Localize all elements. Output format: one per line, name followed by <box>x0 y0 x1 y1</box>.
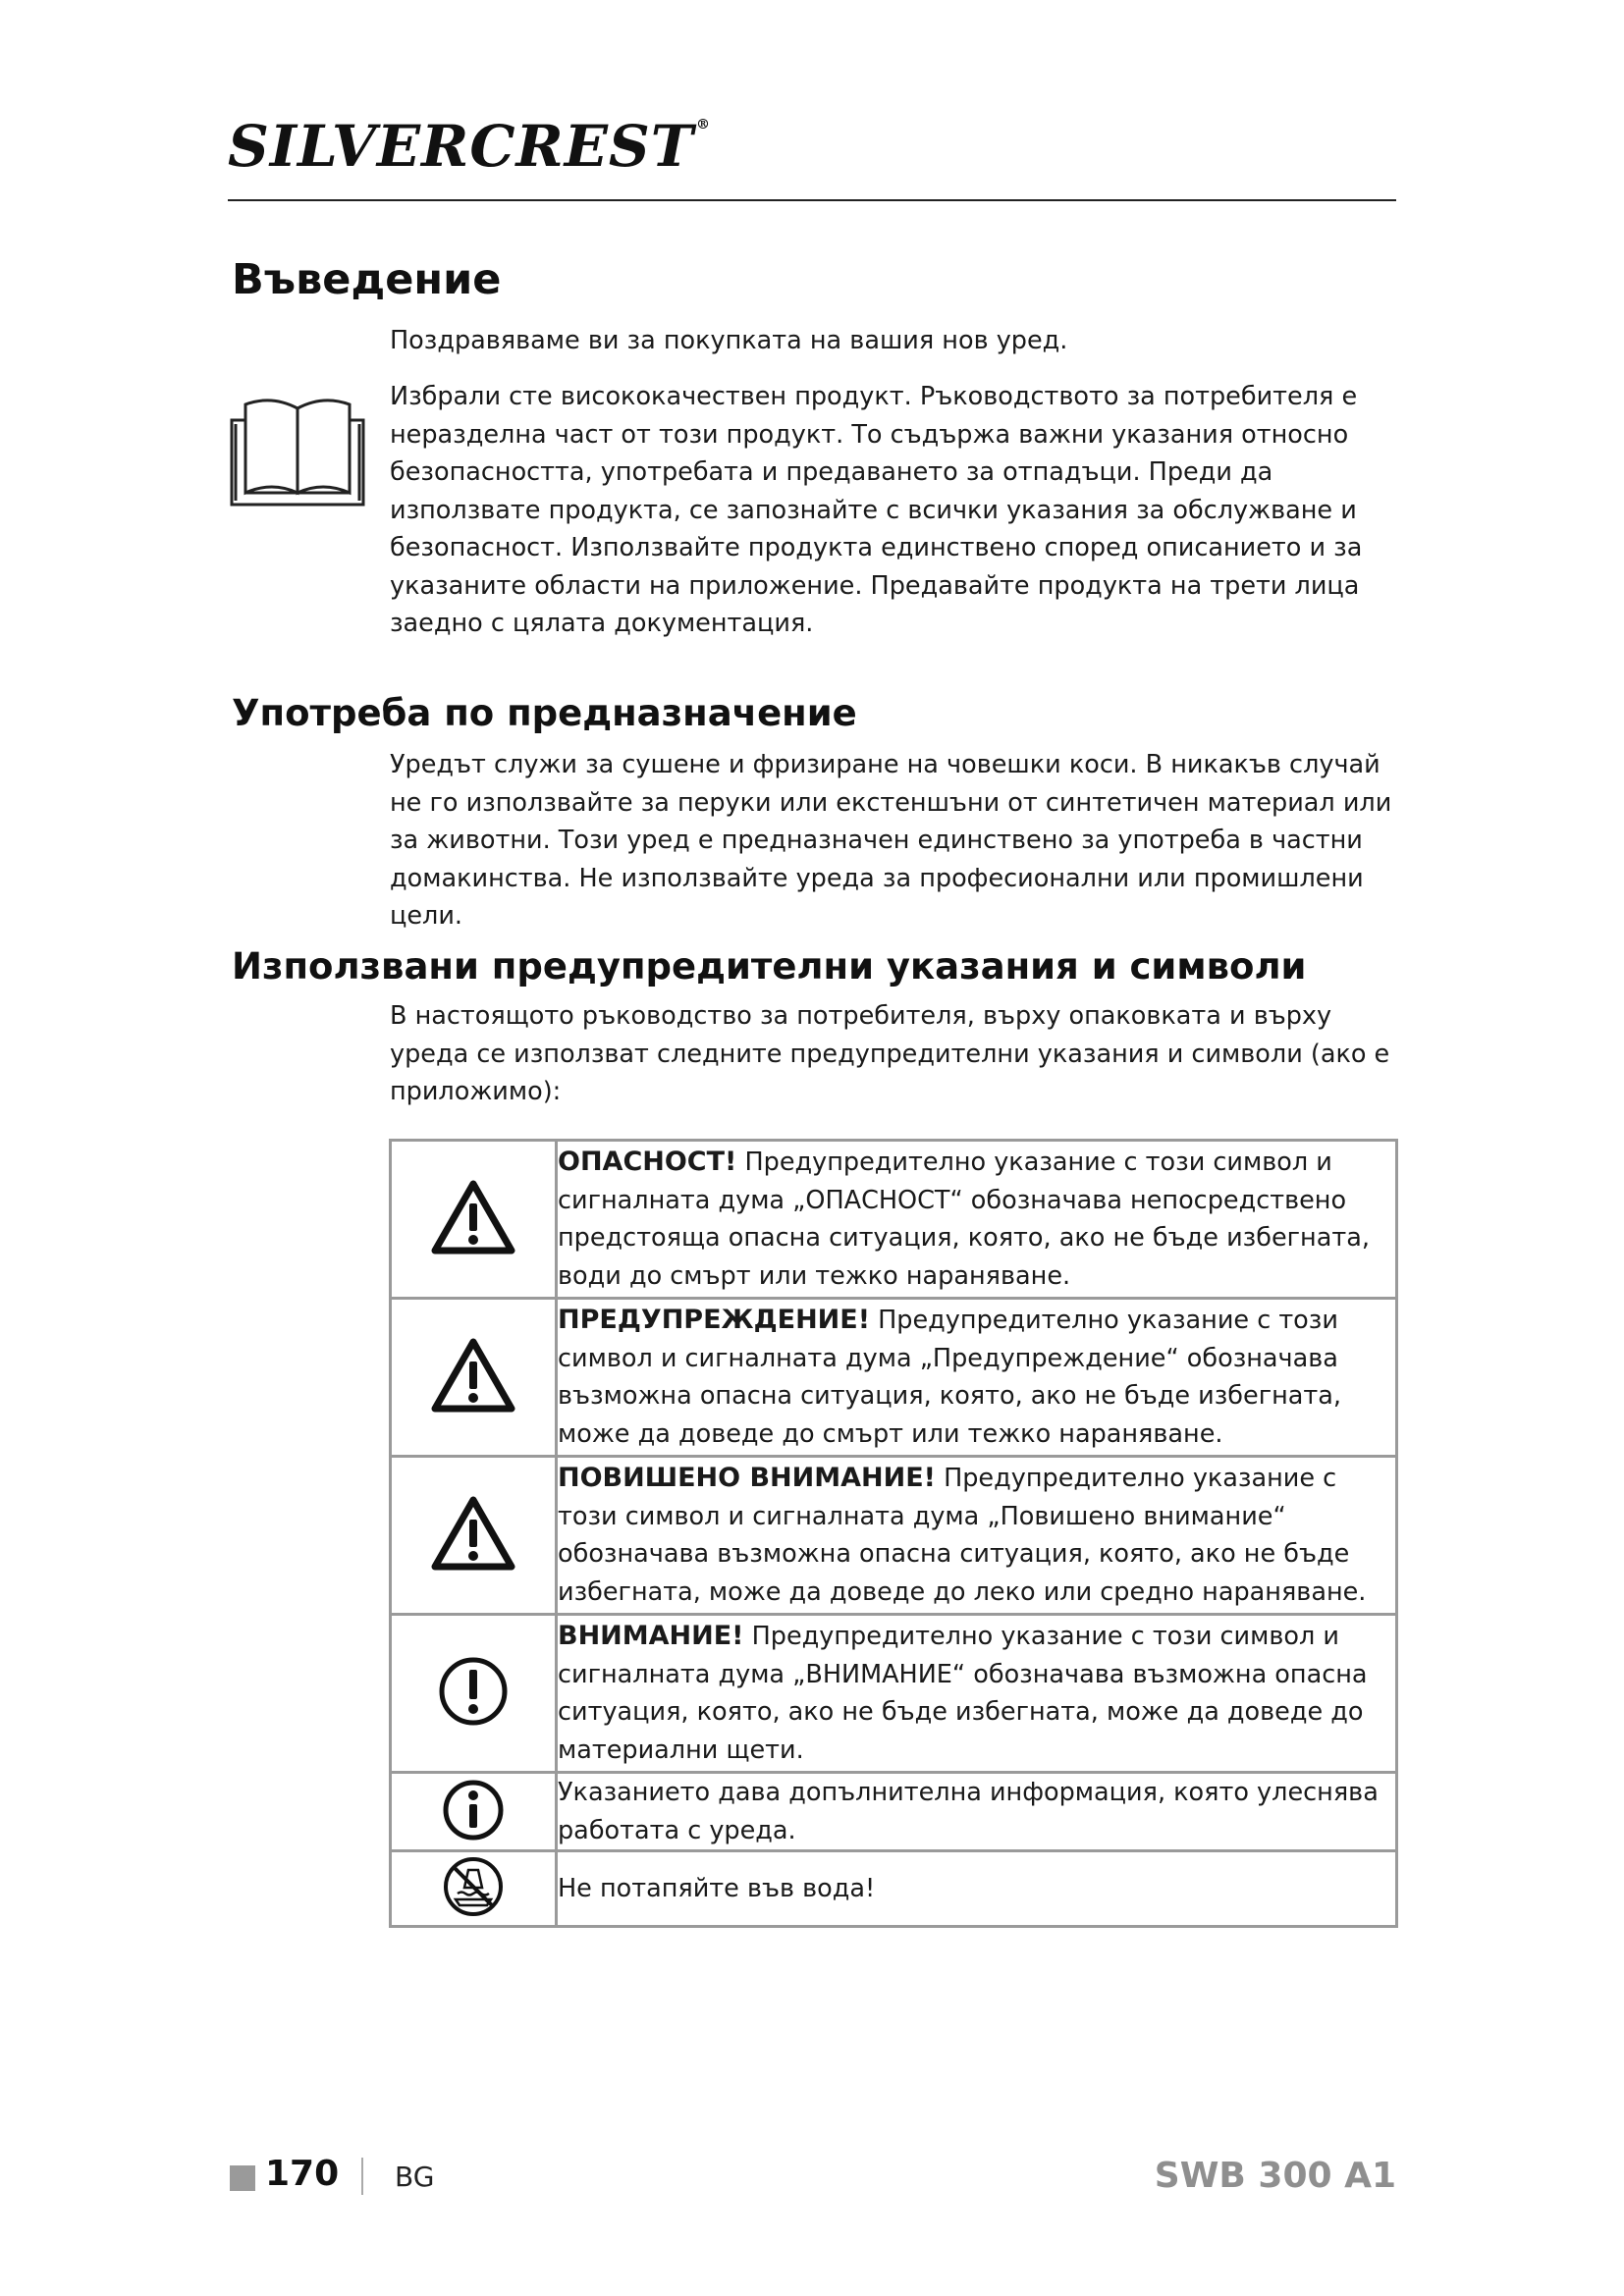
registered-mark: ® <box>695 117 711 133</box>
table-row <box>391 1615 1397 1773</box>
footer-divider <box>361 2158 363 2195</box>
danger-label: ОПАСНОСТ! <box>558 1147 737 1177</box>
intended-use-heading: Употреба по предназначение <box>232 692 857 734</box>
language-code: BG <box>395 2161 435 2193</box>
brand-logo <box>228 113 711 180</box>
warning-triangle-icon <box>429 1336 517 1415</box>
warnings-intro: В настоящото ръководство за потребителя, върху опаковката и върху уреда се използват следните предупредителни указания и символи (ако е приложимо): <box>390 1001 1390 1106</box>
brand-name: SILVERCREST <box>228 113 694 180</box>
danger-description: ОПАСНОСТ! Предупредително указание с този символ и сигналната дума „ОПАСНОСТ“ обозначава непосредствено предстояща опасна ситуация, която, ако не бъде избегната, води до смърт или тежко нараняване. <box>557 1141 1397 1299</box>
caution-label: ПОВИШЕНО ВНИМАНИЕ! <box>558 1463 936 1493</box>
exclamation-circle-icon <box>436 1654 511 1729</box>
info-description: Указанието дава допълнителна информация, която улеснява работата с уреда. <box>557 1773 1397 1851</box>
model-number: SWB 300 A1 <box>1154 2156 1396 2196</box>
no-water-immersion-icon <box>441 1854 506 1919</box>
warning-triangle-icon <box>429 1494 517 1573</box>
symbols-table <box>389 1139 1398 1928</box>
header-divider <box>228 199 1396 201</box>
notice-label: ВНИМАНИЕ! <box>558 1621 744 1651</box>
page-number: 170 <box>265 2154 340 2194</box>
table-row <box>391 1457 1397 1615</box>
table-row <box>391 1851 1397 1927</box>
warning-label: ПРЕДУПРЕЖДЕНИЕ! <box>558 1305 871 1335</box>
info-circle-icon <box>441 1778 506 1842</box>
warnings-heading: Използвани предупредителни указания и символи <box>232 945 1307 988</box>
footer-marker <box>230 2165 255 2191</box>
intended-use-text: Уредът служи за сушене и фризиране на човешки коси. В никакъв случай не го използвайте за перуки или екстеншъни от синтетичен материал или за животни. Този уред е предназначен единствено за употреба в частни домакинства. Не използвайте уреда за професионални или промишлени цели. <box>390 750 1392 931</box>
caution-description: ПОВИШЕНО ВНИМАНИЕ! Предупредително указание с този символ и сигналната дума „Повишено внимание“ обозначава възможна опасна ситуация, която, ако не бъде избегната, може да доведе до леко или средно нараняване. <box>557 1457 1397 1615</box>
table-row <box>391 1299 1397 1457</box>
intro-description: Избрали сте висококачествен продукт. Ръководството за потребителя е неразделна част от този продукт. То съдържа важни указания относно безопасността, употребата и предаването за отпадъци. Преди да използвате продукта, се запознайте с всички указания за обслужване и безопасност. Използвайте продукта единствено според описанието и за указаните области на приложение. Предавайте продукта на трети лица заедно с цялата документация. <box>390 382 1363 638</box>
manual-book-icon <box>228 395 367 508</box>
warning-description: ПРЕДУПРЕЖДЕНИЕ! Предупредително указание с този символ и сигналната дума „Предупреждение“ обозначава възможна опасна ситуация, която, ако не бъде избегната, може да доведе до смърт или тежко нараняване. <box>557 1299 1397 1457</box>
warning-triangle-icon <box>429 1178 517 1256</box>
no-immersion-description: Не потапяйте във вода! <box>557 1851 1397 1927</box>
table-row <box>391 1141 1397 1299</box>
table-row <box>391 1773 1397 1851</box>
intro-greeting: Поздравяваме ви за покупката на вашия нов уред. <box>390 326 1068 355</box>
notice-description: ВНИМАНИЕ! Предупредително указание с този символ и сигналната дума „ВНИМАНИЕ“ обозначава възможна опасна ситуация, която, ако не бъде избегната, може да доведе до материални щети. <box>557 1615 1397 1773</box>
intro-heading: Въведение <box>232 255 502 304</box>
